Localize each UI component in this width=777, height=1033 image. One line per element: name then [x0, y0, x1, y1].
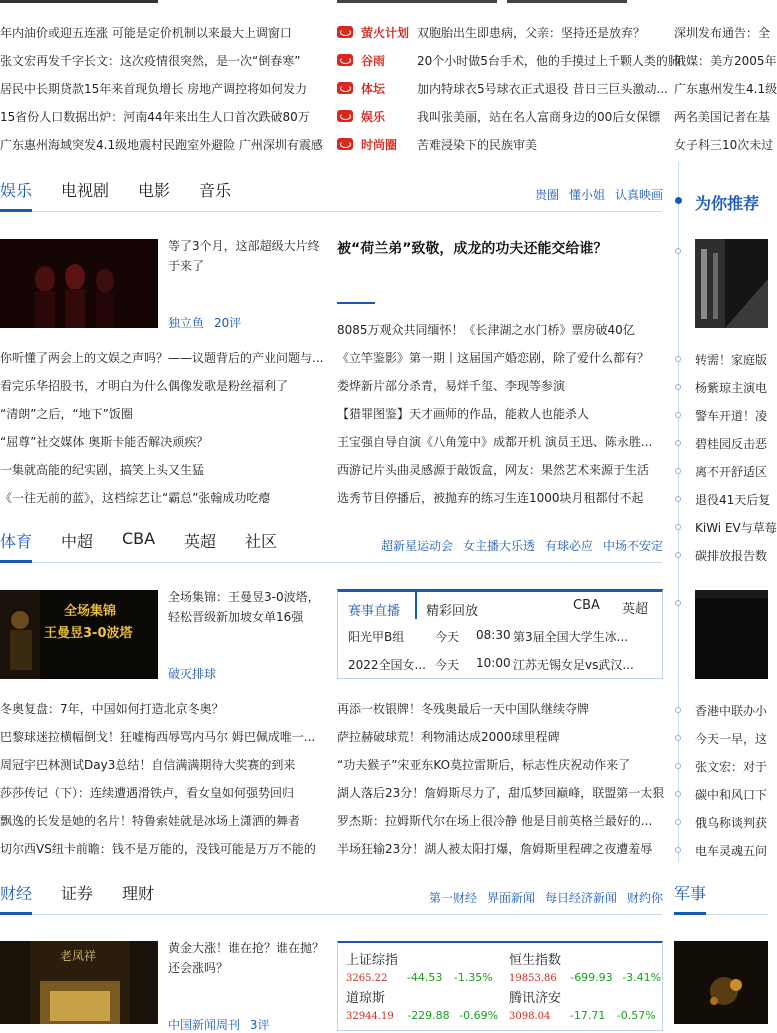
list-item[interactable]: 罗杰斯：拉姆斯代尔在场上很冷静 他是目前英格兰最好的...	[337, 814, 653, 828]
list-item[interactable]: 冬奥复盘：7年，中国如何打造北京冬奥？	[0, 702, 224, 716]
timeline-dot	[675, 496, 681, 502]
list-item[interactable]: 退役41天后复	[695, 493, 771, 507]
tab-movie[interactable]: 电影	[138, 181, 171, 200]
channel-link[interactable]: 第一财经	[429, 891, 478, 905]
brand-tag-icon	[337, 54, 353, 66]
finance-tabbar	[0, 875, 662, 915]
list-item[interactable]: KiWi EV与草莓	[695, 521, 777, 535]
list-item[interactable]: 广东惠州海域突发4.1级地震村民跑室外避险 广州深圳有震感	[0, 138, 323, 152]
tab-sports[interactable]: 体育	[0, 532, 33, 551]
list-item[interactable]: 碧桂园反击恶	[695, 437, 768, 451]
tab-music[interactable]: 音乐	[199, 181, 232, 200]
headline-divider	[337, 302, 375, 304]
film-still-image	[0, 239, 158, 328]
list-item[interactable]: 萤火计划 双胞胎出生即患病，父亲：坚持还是放弃？	[337, 25, 662, 41]
channel-link[interactable]: 财约你	[627, 891, 664, 905]
timeline-dot	[675, 248, 681, 254]
list-item[interactable]: 俄媒：美方2005年	[674, 54, 777, 68]
list-item[interactable]: “屈尊”社交媒体 奥斯卡能否解决顽疾？	[0, 435, 209, 449]
thumb-overlay-text: 老凤祥	[60, 949, 97, 963]
recommend-dot-icon	[675, 197, 682, 204]
tab-epl[interactable]: 英超	[184, 532, 217, 551]
tab-ent[interactable]: 娱乐	[0, 181, 33, 200]
stock-quote: 3265.22 -44.53 -1.35%	[346, 971, 493, 984]
sports-tabbar	[0, 523, 662, 563]
active-tab-indicator	[0, 560, 32, 563]
list-item[interactable]: 萨拉赫破球荒！利物浦达成2000球里程碑	[337, 730, 560, 744]
list-item[interactable]: 《立竿鉴影》第一期丨这届国产婚恋剧，除了爱什么都有？	[337, 351, 650, 365]
timeline-dot	[675, 847, 681, 853]
timeline-dot	[675, 384, 681, 390]
list-item[interactable]: 选秀节目停播后，被抛弃的练习生连1000块月租都付不起	[337, 491, 644, 505]
recommend-thumbnail[interactable]	[695, 590, 768, 679]
list-item[interactable]: 警车开道！凌	[695, 409, 768, 423]
stock-index[interactable]: 道琼斯	[346, 991, 386, 1006]
sports-feature-source[interactable]: 破灭排球	[168, 667, 217, 681]
timeline-dot	[675, 412, 681, 418]
list-item[interactable]: 切尔西VS纽卡前瞻：钱不是万能的，没钱可能是万万不能的	[0, 842, 316, 856]
dark-photo-image	[695, 590, 768, 679]
live-link-cba[interactable]: CBA	[573, 598, 600, 613]
live-match-panel	[337, 589, 663, 679]
military-thumbnail[interactable]	[674, 941, 768, 1024]
tab-military[interactable]: 军事	[674, 884, 707, 903]
timeline-dot	[675, 707, 681, 713]
brand-tag-icon	[337, 82, 353, 94]
timeline-dot	[675, 735, 681, 741]
list-item[interactable]: 俄乌称谈判获	[695, 816, 768, 830]
list-item[interactable]: 碳中和风口下	[695, 788, 768, 802]
stock-quote: 3098.04 -17.71 -0.57%	[509, 1009, 656, 1022]
list-item[interactable]: 电车灵魂五问	[695, 844, 768, 858]
tab-replay[interactable]: 精彩回放	[426, 604, 479, 619]
match-row[interactable]: 阳光甲B组 今天 08:30 第3届全国大学生冰...	[348, 628, 629, 644]
tab-securities[interactable]: 证券	[61, 884, 94, 903]
list-item[interactable]: 再添一枚银牌！冬残奥最后一天中国队继续夺牌	[337, 702, 590, 716]
military-tabbar	[674, 875, 768, 915]
timeline-dot	[675, 819, 681, 825]
top-image-edge-right	[507, 0, 627, 3]
stock-index[interactable]: 恒生指数	[509, 953, 562, 968]
top-image-edge-left	[0, 0, 158, 3]
list-item[interactable]: 时尚圈 苦难浸染下的民族审美	[337, 137, 662, 153]
channel-link[interactable]: 认真映画	[615, 188, 664, 202]
list-item[interactable]: 半场狂输23分！湖人被太阳打爆，詹姆斯里程碑之夜遭羞辱	[337, 842, 653, 856]
channel-link[interactable]: 贵圈	[535, 188, 560, 202]
list-item[interactable]: 今天一早，这	[695, 732, 768, 746]
recommend-title: 为你推荐	[695, 194, 760, 213]
finance-feature-source[interactable]: 中国新闻周刊 3评	[168, 1018, 270, 1032]
thumb-overlay-text: 全场集锦	[64, 604, 117, 619]
list-item[interactable]: “功夫猴子”宋亚东KO莫拉雷斯后，标志性庆祝动作来了	[337, 758, 631, 772]
timeline-dot	[675, 440, 681, 446]
recommend-thumbnail[interactable]	[695, 239, 768, 328]
list-item[interactable]: “清朗”之后，“地下”饭圈	[0, 407, 133, 421]
tab-wealth[interactable]: 理财	[122, 884, 155, 903]
channel-name: 萤火计划	[361, 26, 410, 40]
active-tab-indicator	[0, 912, 32, 915]
stock-quote: 19853.86 -699.93 -3.41%	[509, 971, 662, 984]
thumb-overlay-text: 王曼昱3-0波塔	[44, 626, 133, 641]
timeline-dot	[675, 791, 681, 797]
list-item[interactable]: 周冠宇巴林测试Day3总结！自信满满期待大奖赛的到来	[0, 758, 296, 772]
timeline-dot	[675, 600, 681, 606]
channel-link[interactable]: 中场不安定	[603, 539, 664, 553]
brand-tag-icon	[337, 138, 353, 150]
ent-headline[interactable]: 被“荷兰弟”致敬，成龙的功夫还能交给谁？	[337, 241, 608, 257]
list-item[interactable]: 《一往无前的蓝》，这档综艺让“霸总”张翰成功吃瘪	[0, 491, 271, 505]
list-item[interactable]: 体坛 加内特球衣5号球衣正式退役 昔日三巨头激动...	[337, 81, 662, 97]
ent-feature-title[interactable]: 等了3个月，这部超级大片终于来了	[168, 239, 320, 273]
channel-name: 体坛	[361, 82, 386, 96]
top-image-edge-mid	[337, 0, 497, 3]
list-item[interactable]: 碳排放报告数	[695, 549, 768, 563]
list-item[interactable]: 8085万观众共同缅怀！《长津湖之水门桥》票房破40亿	[337, 323, 635, 337]
channel-name: 谷雨	[361, 54, 386, 68]
stock-index-panel	[337, 941, 663, 1031]
list-item[interactable]: 【猎罪图鉴】天才画师的作品，能救人也能杀人	[337, 407, 590, 421]
finance-feature-thumbnail[interactable]	[0, 941, 158, 1024]
match-row[interactable]: 2022全国女... 今天 10:00 江苏无锡女足vs武汉...	[348, 656, 634, 672]
list-item[interactable]: 娱乐 我叫张美丽，站在名人富商身边的00后女保镖	[337, 109, 662, 125]
list-item[interactable]: 张文宏：对于	[695, 760, 768, 774]
ent-feature-thumbnail[interactable]	[0, 239, 158, 328]
list-item[interactable]: 广东惠州发生4.1级	[674, 82, 777, 96]
list-item[interactable]: 莎莎传记（下）：连续遭遇滑铁卢，看女皇如何强势回归	[0, 786, 295, 800]
tab-cba[interactable]: CBA	[122, 529, 156, 548]
street-image	[695, 239, 768, 328]
list-item[interactable]: 王宝强自导自演《八角笼中》成都开机 演员王迅、陈永胜...	[337, 435, 653, 449]
channel-link[interactable]: 超新星运动会	[381, 539, 454, 553]
live-link-epl[interactable]: 英超	[622, 602, 649, 617]
list-item[interactable]: 娄烨新片部分杀青，易烊千玺、李现等参演	[337, 379, 566, 393]
timeline-dot	[675, 763, 681, 769]
channel-link[interactable]: 女主播大乐透	[463, 539, 536, 553]
channel-link[interactable]: 界面新闻	[487, 891, 536, 905]
list-item[interactable]: 香港中联办小	[695, 704, 768, 718]
timeline-dot	[675, 356, 681, 362]
list-item[interactable]: 年内油价或迎五连涨 可能是定价机制以来最大上调窗口	[0, 26, 292, 40]
ent-tabbar	[0, 172, 662, 212]
military-photo-image	[674, 941, 768, 1024]
ent-feature-source[interactable]: 独立鱼	[168, 316, 205, 330]
finance-feature-title[interactable]: 黄金大涨！谁在抢？谁在抛？还会涨吗？	[168, 941, 325, 975]
timeline-dot	[675, 524, 681, 530]
list-item[interactable]: 看完乐华招股书，才明白为什么偶像发歌是粉丝福利了	[0, 379, 289, 393]
list-item[interactable]: 西游记片头曲灵感源于敲饭盒，网友：果然艺术来源于生活	[337, 463, 650, 477]
active-tab-indicator	[0, 209, 32, 212]
tab-finance[interactable]: 财经	[0, 884, 33, 903]
channel-name: 娱乐	[361, 110, 386, 124]
channel-name: 时尚圈	[361, 138, 398, 152]
list-item[interactable]: 转需！家庭版	[695, 353, 768, 367]
list-item[interactable]: 一集就高能的纪实剧，搞笑上头又生猛	[0, 463, 205, 477]
brand-tag-icon	[337, 26, 353, 38]
list-item[interactable]: 女子科三10次未过	[674, 138, 774, 152]
list-item[interactable]: 谷雨 20个小时做5台手术，他的手摸过上千颗人类的肺	[337, 53, 662, 69]
brand-tag-icon	[337, 110, 353, 122]
ent-feature-comments[interactable]: 20评	[214, 316, 242, 330]
list-item[interactable]: 离不开舒适区	[695, 465, 768, 479]
list-item[interactable]: 15省份人口数据出炉：河南44年来出生人口首次跌破80万	[0, 110, 310, 124]
timeline-dot	[675, 552, 681, 558]
list-item[interactable]: 巴黎球迷拉横幅倒戈！狂嘘梅西辱骂内马尔 姆巴佩成唯一...	[0, 730, 316, 744]
list-item[interactable]: 你听懂了两会上的文娱之声吗？——议题背后的产业问题与...	[0, 351, 324, 365]
stock-index[interactable]: 腾讯济安	[509, 991, 562, 1006]
stock-index[interactable]: 上证综指	[346, 953, 399, 968]
list-item[interactable]: 张文宏再发千字长文：这次疫情很突然，是一次“倒春寒”	[0, 54, 301, 68]
list-item[interactable]: 两名美国记者在基	[674, 110, 771, 124]
tab-live[interactable]: 赛事直播	[348, 604, 401, 619]
list-item[interactable]: 湖人落后23分！詹姆斯尽力了，甜瓜梦回巅峰，联盟第一太狠	[337, 786, 665, 800]
channel-link[interactable]: 每日经济新闻	[545, 891, 618, 905]
stock-quote: 32944.19 -229.88 -0.69%	[346, 1009, 499, 1022]
timeline-dot	[675, 468, 681, 474]
timeline-line	[678, 162, 679, 862]
channel-link[interactable]: 懂小姐	[569, 188, 606, 202]
live-tab-divider	[415, 589, 417, 619]
tab-tv[interactable]: 电视剧	[61, 181, 110, 200]
channel-link[interactable]: 有球必应	[545, 539, 594, 553]
list-item[interactable]: 深圳发布通告：全	[674, 26, 771, 40]
sports-feature-title[interactable]: 全场集锦：王曼昱3-0波塔，轻松晋级新加坡女单16强	[168, 590, 320, 624]
tab-community[interactable]: 社区	[245, 532, 278, 551]
list-item[interactable]: 杨紫琼主演电	[695, 381, 768, 395]
active-tab-indicator	[674, 912, 706, 915]
list-item[interactable]: 居民中长期贷款15年来首现负增长 房地产调控将如何发力	[0, 82, 308, 96]
sports-feature-thumbnail[interactable]	[0, 590, 158, 679]
list-item[interactable]: 飘逸的长发是她的名片！特鲁索娃就是冰场上潇洒的舞者	[0, 814, 301, 828]
tab-csl[interactable]: 中超	[61, 532, 94, 551]
